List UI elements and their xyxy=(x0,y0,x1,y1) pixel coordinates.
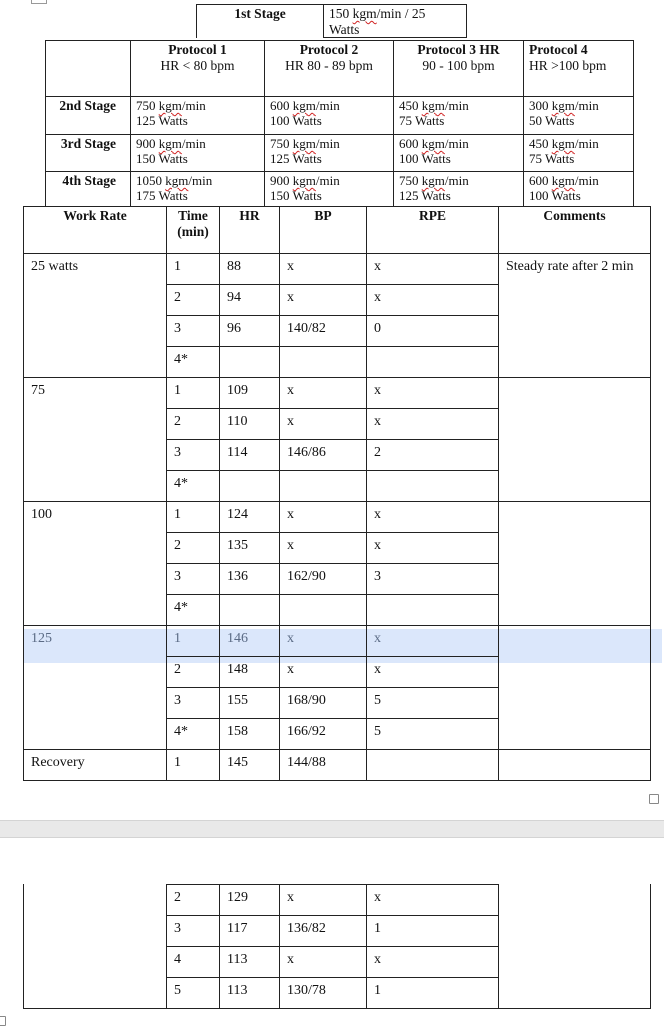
cell-rpe[interactable] xyxy=(366,625,499,657)
stage-3-protocol-4[interactable] xyxy=(523,134,634,172)
cell-time[interactable] xyxy=(166,977,220,1009)
cell-hr[interactable] xyxy=(219,284,280,316)
cell-bp-text: x xyxy=(287,538,294,553)
cell-rpe[interactable] xyxy=(366,315,499,347)
cell-bp-text: 130/78 xyxy=(287,983,326,998)
cell-time[interactable] xyxy=(166,946,220,978)
stage-rate-watts: 125 Watts xyxy=(399,188,451,203)
cell-bp[interactable] xyxy=(279,377,367,409)
cell-time-text: 4* xyxy=(174,600,188,615)
cell-hr-text: 129 xyxy=(227,890,248,905)
stage-corner-cell[interactable] xyxy=(45,40,131,97)
cell-bp-text: 144/88 xyxy=(287,755,326,770)
comments-cell[interactable] xyxy=(498,625,651,750)
cell-bp-text: 140/82 xyxy=(287,321,326,336)
cell-bp-text: 166/92 xyxy=(287,724,326,739)
cell-bp-text: x xyxy=(287,890,294,905)
cell-time[interactable] xyxy=(166,656,220,688)
cell-bp[interactable] xyxy=(279,532,367,564)
comments-cell[interactable] xyxy=(498,749,651,781)
cell-hr-text: 114 xyxy=(227,445,248,460)
cell-hr-text: 109 xyxy=(227,383,248,398)
comments-cell-text: Steady rate after 2 min xyxy=(506,259,634,274)
header-time-text: Time (min) xyxy=(177,208,209,239)
stage-label-4-text: 4th Stage xyxy=(62,173,116,188)
page-break xyxy=(0,820,664,838)
protocol-header-3[interactable] xyxy=(393,40,524,97)
cell-rpe-text: 0 xyxy=(374,321,381,336)
cell-hr[interactable] xyxy=(219,687,280,719)
cell-rpe-text: 5 xyxy=(374,693,381,708)
stage-rate-kgm: 600 kgm/min xyxy=(529,173,599,188)
protocol-range: HR 80 - 89 bpm xyxy=(285,58,373,73)
cell-hr[interactable] xyxy=(219,315,280,347)
stage-rate-watts: 100 Watts xyxy=(399,151,451,166)
stage-rate-watts: 175 Watts xyxy=(136,188,188,203)
work-rate-cell[interactable] xyxy=(23,625,167,750)
work-rate-cell-continued[interactable] xyxy=(23,884,167,1009)
cell-rpe[interactable] xyxy=(366,946,499,978)
cell-rpe[interactable] xyxy=(366,563,499,595)
cell-time-text: 2 xyxy=(174,538,181,553)
header-comments-text: Comments xyxy=(543,208,606,223)
stage-rate-kgm: 900 kgm/min xyxy=(270,173,340,188)
cell-bp[interactable] xyxy=(279,749,367,781)
protocol-name: Protocol 3 HR xyxy=(417,42,500,57)
cell-time[interactable] xyxy=(166,625,220,657)
cell-bp[interactable] xyxy=(279,594,367,626)
cell-rpe[interactable] xyxy=(366,915,499,947)
cell-bp[interactable] xyxy=(279,253,367,285)
comments-cell[interactable] xyxy=(498,253,651,378)
cell-bp-text: x xyxy=(287,662,294,677)
cell-hr-text: 113 xyxy=(227,952,248,967)
stage-3-protocol-2[interactable] xyxy=(264,134,394,172)
cell-bp[interactable] xyxy=(279,718,367,750)
cell-hr[interactable] xyxy=(219,718,280,750)
cell-bp-text: x xyxy=(287,631,294,646)
cell-time-text: 1 xyxy=(174,383,181,398)
cell-bp[interactable] xyxy=(279,915,367,947)
stage-rate-kgm: 750 kgm/min xyxy=(136,98,206,113)
stage-rate-watts: 100 Watts xyxy=(529,188,581,203)
protocol-header-4[interactable] xyxy=(523,40,634,97)
stage-2-protocol-1[interactable] xyxy=(130,96,265,135)
cell-time[interactable] xyxy=(166,470,220,502)
work-rate-cell-text: 25 watts xyxy=(31,259,79,274)
cell-bp-text: 168/90 xyxy=(287,693,326,708)
header-bp-text: BP xyxy=(314,208,332,223)
stage-4-protocol-4[interactable] xyxy=(523,171,634,207)
cell-hr[interactable] xyxy=(219,253,280,285)
cell-hr[interactable] xyxy=(219,439,280,471)
cell-rpe[interactable] xyxy=(366,656,499,688)
first-stage-value[interactable] xyxy=(323,4,467,38)
work-rate-cell-text: 75 xyxy=(31,383,45,398)
comments-cell-continued[interactable] xyxy=(498,884,651,1009)
cell-rpe-text: x xyxy=(374,890,381,905)
cell-hr[interactable] xyxy=(219,594,280,626)
cell-bp-text: x xyxy=(287,952,294,967)
cell-rpe[interactable] xyxy=(366,718,499,750)
header-rpe[interactable] xyxy=(366,206,499,254)
cell-rpe-text: 3 xyxy=(374,569,381,584)
first-stage-value-text: Watts xyxy=(329,22,360,37)
cell-rpe-text: x xyxy=(374,631,381,646)
stage-4-protocol-1[interactable] xyxy=(130,171,265,207)
stage-rate-watts: 150 Watts xyxy=(270,188,322,203)
work-rate-cell[interactable] xyxy=(23,377,167,502)
cell-hr[interactable] xyxy=(219,501,280,533)
stage-rate-kgm: 1050 kgm/min xyxy=(136,173,213,188)
cell-bp[interactable] xyxy=(279,315,367,347)
header-hr[interactable] xyxy=(219,206,280,254)
stage-rate-kgm: 600 kgm/min xyxy=(270,98,340,113)
cell-bp-text: x xyxy=(287,259,294,274)
stage-rate-watts: 100 Watts xyxy=(270,113,322,128)
stage-label-2[interactable] xyxy=(45,96,131,135)
cell-time[interactable] xyxy=(166,408,220,440)
stage-label-2-text: 2nd Stage xyxy=(59,98,116,113)
cell-bp-text: x xyxy=(287,414,294,429)
cell-hr[interactable] xyxy=(219,625,280,657)
cell-bp[interactable] xyxy=(279,656,367,688)
cell-bp[interactable] xyxy=(279,439,367,471)
stage-rate-watts: 125 Watts xyxy=(136,113,188,128)
cell-time-text: 1 xyxy=(174,259,181,274)
cell-bp[interactable] xyxy=(279,884,367,916)
cell-time-text: 1 xyxy=(174,507,181,522)
protocol-range: HR >100 bpm xyxy=(529,58,607,73)
cell-bp[interactable] xyxy=(279,284,367,316)
cell-hr-text: 145 xyxy=(227,755,248,770)
header-bp[interactable] xyxy=(279,206,367,254)
comments-cell[interactable] xyxy=(498,501,651,626)
cell-rpe-text: 2 xyxy=(374,445,381,460)
cell-rpe[interactable] xyxy=(366,408,499,440)
cell-time[interactable] xyxy=(166,563,220,595)
cell-hr-text: 155 xyxy=(227,693,248,708)
cell-hr-text: 158 xyxy=(227,724,248,739)
cell-bp-text: 136/82 xyxy=(287,921,326,936)
cell-rpe[interactable] xyxy=(366,501,499,533)
cell-hr-text: 113 xyxy=(227,983,248,998)
cell-time[interactable] xyxy=(166,284,220,316)
table-move-handle[interactable] xyxy=(0,1016,6,1026)
table-resize-handle[interactable] xyxy=(649,794,659,804)
stage-rate-kgm: 750 kgm/min xyxy=(270,136,340,151)
cell-hr[interactable] xyxy=(219,946,280,978)
protocol-header-2[interactable] xyxy=(264,40,394,97)
cell-hr[interactable] xyxy=(219,749,280,781)
comments-cell[interactable] xyxy=(498,377,651,502)
cell-rpe-text: x xyxy=(374,538,381,553)
cell-bp[interactable] xyxy=(279,346,367,378)
stage-label-4[interactable] xyxy=(45,171,131,207)
cell-hr-text: 117 xyxy=(227,921,248,936)
cell-bp[interactable] xyxy=(279,977,367,1009)
stage-rate-kgm: 750 kgm/min xyxy=(399,173,469,188)
cell-rpe[interactable] xyxy=(366,377,499,409)
cell-time-text: 4 xyxy=(174,952,181,967)
cell-hr-text: 148 xyxy=(227,662,248,677)
cell-bp-text: x xyxy=(287,383,294,398)
cell-hr-text: 94 xyxy=(227,290,241,305)
cell-time[interactable] xyxy=(166,687,220,719)
cell-hr-text: 124 xyxy=(227,507,248,522)
first-stage-label-text: 1st Stage xyxy=(234,6,286,21)
stage-rate-watts: 150 Watts xyxy=(136,151,188,166)
cell-rpe[interactable] xyxy=(366,977,499,1009)
cell-rpe[interactable] xyxy=(366,594,499,626)
stage-2-protocol-3[interactable] xyxy=(393,96,524,135)
work-rate-cell-text: Recovery xyxy=(31,755,85,770)
cell-time[interactable] xyxy=(166,377,220,409)
cell-hr-text: 88 xyxy=(227,259,241,274)
header-time[interactable] xyxy=(166,206,220,254)
work-rate-cell[interactable] xyxy=(23,749,167,781)
stage-2-protocol-2[interactable] xyxy=(264,96,394,135)
cell-time[interactable] xyxy=(166,718,220,750)
cell-time-text: 2 xyxy=(174,662,181,677)
stage-rate-kgm: 600 kgm/min xyxy=(399,136,469,151)
stage-rate-kgm: 300 kgm/min xyxy=(529,98,599,113)
cell-time-text: 3 xyxy=(174,693,181,708)
cell-time-text: 2 xyxy=(174,290,181,305)
cell-time[interactable] xyxy=(166,346,220,378)
cell-bp[interactable] xyxy=(279,687,367,719)
cell-time[interactable] xyxy=(166,501,220,533)
cell-time[interactable] xyxy=(166,594,220,626)
header-comments[interactable] xyxy=(498,206,651,254)
cell-hr-text: 110 xyxy=(227,414,248,429)
cell-hr[interactable] xyxy=(219,563,280,595)
page-corner-stub xyxy=(31,0,47,4)
work-rate-cell[interactable] xyxy=(23,501,167,626)
cell-hr-text: 136 xyxy=(227,569,248,584)
stage-2-protocol-4[interactable] xyxy=(523,96,634,135)
stage-label-3-text: 3rd Stage xyxy=(60,136,116,151)
header-rpe-text: RPE xyxy=(419,208,446,223)
header-work-rate[interactable] xyxy=(23,206,167,254)
work-rate-cell-text: 100 xyxy=(31,507,52,522)
cell-rpe-text: x xyxy=(374,507,381,522)
first-stage-label[interactable] xyxy=(196,4,324,38)
protocol-range: HR < 80 bpm xyxy=(160,58,235,73)
cell-hr-text: 146 xyxy=(227,631,248,646)
protocol-header-1[interactable] xyxy=(130,40,265,97)
header-hr-text: HR xyxy=(239,208,260,223)
work-rate-cell-text: 125 xyxy=(31,631,52,646)
cell-time-text: 2 xyxy=(174,414,181,429)
cell-time-text: 3 xyxy=(174,921,181,936)
cell-rpe-text: 1 xyxy=(374,983,381,998)
cell-time-text: 5 xyxy=(174,983,181,998)
cell-time[interactable] xyxy=(166,253,220,285)
cell-rpe-text: 5 xyxy=(374,724,381,739)
stage-label-3[interactable] xyxy=(45,134,131,172)
cell-rpe[interactable] xyxy=(366,532,499,564)
cell-time[interactable] xyxy=(166,532,220,564)
cell-rpe[interactable] xyxy=(366,687,499,719)
cell-rpe-text: x xyxy=(374,662,381,677)
cell-rpe-text: x xyxy=(374,414,381,429)
cell-hr-text: 135 xyxy=(227,538,248,553)
cell-time-text: 1 xyxy=(174,631,181,646)
cell-bp-text: 162/90 xyxy=(287,569,326,584)
cell-rpe-text: 1 xyxy=(374,921,381,936)
cell-rpe[interactable] xyxy=(366,284,499,316)
cell-time[interactable] xyxy=(166,915,220,947)
cell-rpe[interactable] xyxy=(366,439,499,471)
cell-bp-text: x xyxy=(287,290,294,305)
cell-bp-text: 146/86 xyxy=(287,445,326,460)
cell-hr-text: 96 xyxy=(227,321,241,336)
cell-rpe[interactable] xyxy=(366,884,499,916)
cell-hr[interactable] xyxy=(219,656,280,688)
cell-bp[interactable] xyxy=(279,625,367,657)
cell-bp[interactable] xyxy=(279,470,367,502)
cell-time[interactable] xyxy=(166,315,220,347)
stage-rate-watts: 125 Watts xyxy=(270,151,322,166)
cell-hr[interactable] xyxy=(219,346,280,378)
cell-bp[interactable] xyxy=(279,946,367,978)
cell-time[interactable] xyxy=(166,884,220,916)
cell-hr[interactable] xyxy=(219,408,280,440)
cell-rpe-text: x xyxy=(374,952,381,967)
cell-time-text: 2 xyxy=(174,890,181,905)
first-stage-value-text: 150 kgm/min / 25 xyxy=(329,6,426,21)
cell-bp[interactable] xyxy=(279,563,367,595)
stage-3-protocol-1[interactable] xyxy=(130,134,265,172)
header-work-rate-text: Work Rate xyxy=(63,208,127,223)
cell-time-text: 4* xyxy=(174,724,188,739)
cell-bp-text: x xyxy=(287,507,294,522)
cell-hr[interactable] xyxy=(219,915,280,947)
stage-4-protocol-3[interactable] xyxy=(393,171,524,207)
cell-time-text: 1 xyxy=(174,755,181,770)
stage-rate-kgm: 450 kgm/min xyxy=(399,98,469,113)
protocol-range: 90 - 100 bpm xyxy=(422,58,495,73)
stage-rate-watts: 75 Watts xyxy=(399,113,445,128)
cell-rpe[interactable] xyxy=(366,346,499,378)
protocol-name: Protocol 1 xyxy=(168,42,227,57)
cell-rpe[interactable] xyxy=(366,253,499,285)
stage-3-protocol-3[interactable] xyxy=(393,134,524,172)
stage-rate-watts: 50 Watts xyxy=(529,113,575,128)
cell-time-text: 3 xyxy=(174,321,181,336)
cell-time-text: 3 xyxy=(174,445,181,460)
cell-time[interactable] xyxy=(166,749,220,781)
protocol-name: Protocol 4 xyxy=(529,42,588,57)
protocol-name: Protocol 2 xyxy=(299,42,359,57)
stage-rate-kgm: 900 kgm/min xyxy=(136,136,206,151)
cell-time-text: 3 xyxy=(174,569,181,584)
cell-rpe-text: x xyxy=(374,383,381,398)
cell-hr[interactable] xyxy=(219,532,280,564)
stage-rate-watts: 75 Watts xyxy=(529,151,575,166)
cell-hr[interactable] xyxy=(219,977,280,1009)
cell-time-text: 4* xyxy=(174,476,188,491)
stage-rate-kgm: 450 kgm/min xyxy=(529,136,599,151)
work-rate-cell[interactable] xyxy=(23,253,167,378)
cell-hr[interactable] xyxy=(219,884,280,916)
cell-rpe-text: x xyxy=(374,290,381,305)
stage-4-protocol-2[interactable] xyxy=(264,171,394,207)
cell-time-text: 4* xyxy=(174,352,188,367)
cell-rpe-text: x xyxy=(374,259,381,274)
cell-rpe[interactable] xyxy=(366,749,499,781)
cell-rpe[interactable] xyxy=(366,470,499,502)
cell-time[interactable] xyxy=(166,439,220,471)
cell-bp[interactable] xyxy=(279,408,367,440)
cell-hr[interactable] xyxy=(219,470,280,502)
cell-bp[interactable] xyxy=(279,501,367,533)
cell-hr[interactable] xyxy=(219,377,280,409)
